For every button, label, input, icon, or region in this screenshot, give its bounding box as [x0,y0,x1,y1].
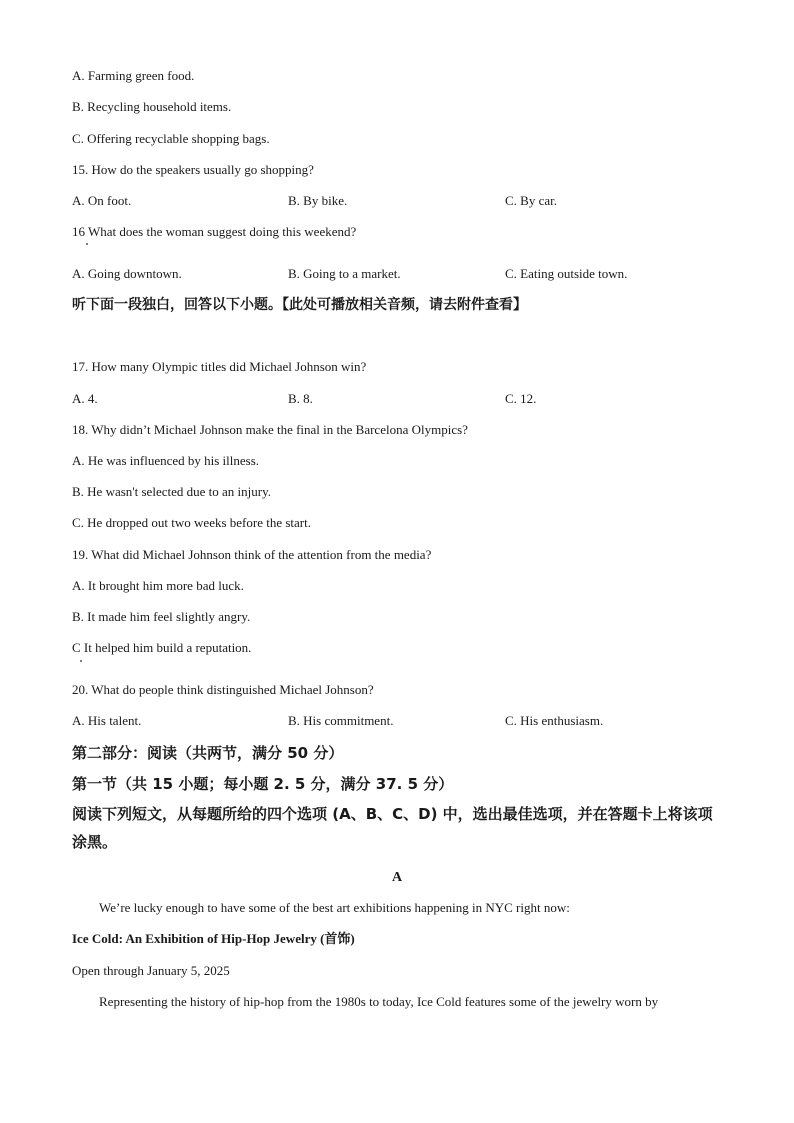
q17-option-b: B. 8. [288,391,313,406]
q19-option-b: B. It made him feel slightly angry. [72,609,251,624]
q14-option-b: B. Recycling household items. [72,99,232,114]
q16-option-a: A. Going downtown. [72,266,182,281]
q16-question: 16 What does the woman suggest doing this weekend? [72,224,357,239]
q19-question: 19. What did Michael Johnson think of the attention from the media? [72,547,432,562]
q15-option-c: C. By car. [505,193,557,208]
part2-title: 第二部分：阅读（共两节，满分 50 分） [72,744,344,762]
exhibit-description: Representing the history of hip-hop from the 1980s to today, Ice Cold features some of the jewelry worn by [99,994,659,1009]
stray-mark [80,660,82,662]
q17-options [72,391,722,407]
q16-option-b: B. Going to a market. [288,266,401,281]
passage-label: A [391,870,403,885]
reading-instruction: 阅读下列短文，从每题所给的四个选项 (A、B、C、D) 中，选出最佳选项，并在答题卡上将该项涂黑。 [72,805,713,851]
section1-title: 第一节（共 15 小题；每小题 2. 5 分，满分 37. 5 分） [72,775,454,793]
q18-question: 18. Why didn’t Michael Johnson make the final in the Barcelona Olympics? [72,422,468,437]
q14-option-c: C. Offering recyclable shopping bags. [72,131,270,146]
q20-question: 20. What do people think distinguished Michael Johnson? [72,682,374,697]
q20-option-c: C. His enthusiasm. [505,713,604,728]
q20-option-b: B. His commitment. [288,713,394,728]
q19-option-c: C It helped him build a reputation. [72,640,252,655]
stray-mark [86,243,88,245]
q18-option-b: B. He wasn't selected due to an injury. [72,484,271,499]
q17-question: 17. How many Olympic titles did Michael Johnson win? [72,359,367,374]
q16-option-c: C. Eating outside town. [505,266,628,281]
q17-option-a: A. 4. [72,391,98,406]
exhibit-dates: Open through January 5, 2025 [72,963,230,978]
q20-options [72,713,722,729]
q18-option-a: A. He was influenced by his illness. [72,453,260,468]
q16-options [72,266,722,282]
q15-option-a: A. On foot. [72,193,132,208]
q20-option-a: A. His talent. [72,713,142,728]
q15-option-b: B. By bike. [288,193,348,208]
q18-option-c: C. He dropped out two weeks before the start. [72,515,311,530]
q15-question: 15. How do the speakers usually go shopping? [72,162,314,177]
q17-option-c: C. 12. [505,391,537,406]
exhibit-title: Ice Cold: An Exhibition of Hip-Hop Jewelry (首饰) [72,931,355,946]
passage-intro: We’re lucky enough to have some of the best art exhibitions happening in NYC right now: [99,900,570,915]
monologue-instruction: 听下面一段独白，回答以下小题。【此处可播放相关音频，请去附件查看】 [72,297,527,313]
q19-option-a: A. It brought him more bad luck. [72,578,244,593]
q15-options [72,193,722,209]
q14-option-a: A. Farming green food. [72,68,195,83]
